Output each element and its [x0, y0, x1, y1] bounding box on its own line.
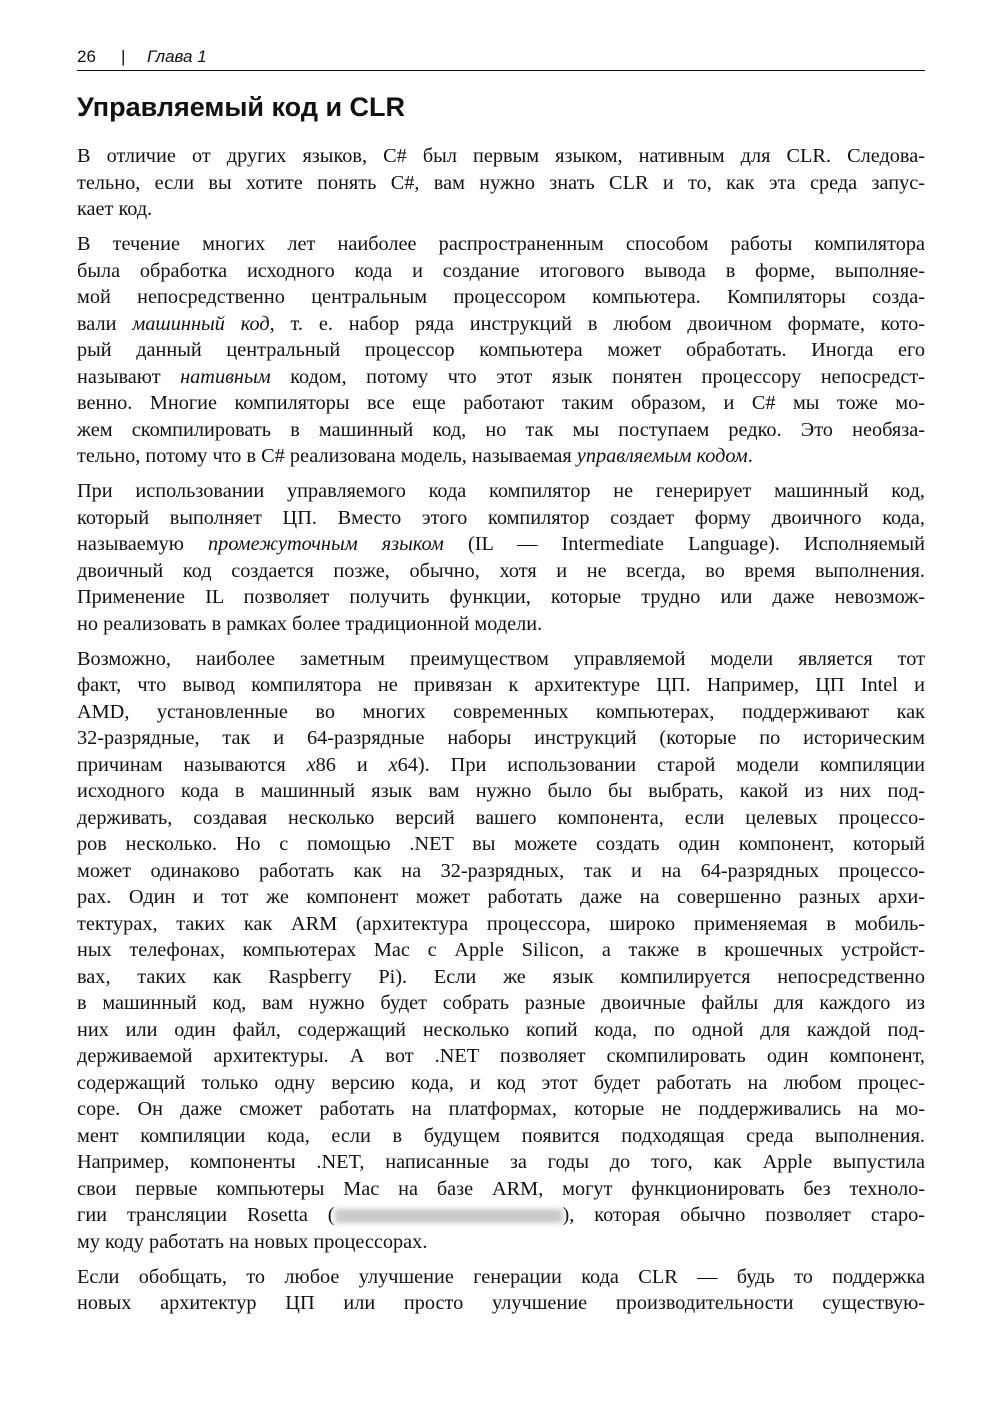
text-segment: новых архитектур ЦП или просто улучшение производительности существую-	[77, 1292, 925, 1314]
text-line	[77, 443, 925, 470]
text-line	[77, 531, 925, 558]
text-line	[77, 611, 925, 638]
text-line	[77, 284, 925, 311]
text-line	[77, 805, 925, 832]
text-segment: вали	[77, 312, 133, 335]
text-segment: вах, таких как Raspberry Pi). Если же язык компилируется непосредственно	[77, 965, 925, 988]
text-segment: соре. Он даже сможет работать на платформах, которые не поддерживались на мо-	[77, 1098, 925, 1120]
text-line	[77, 364, 925, 391]
text-segment: кодом, потому что этот язык понятен процессору непосредст-	[270, 365, 925, 388]
text-line	[77, 231, 925, 258]
chapter-label: Глава 1	[147, 47, 207, 66]
text-line	[77, 964, 925, 991]
text-line	[77, 937, 925, 964]
text-line	[77, 258, 925, 285]
text-line	[77, 1096, 925, 1123]
emphasis-term: x	[306, 753, 316, 776]
text-line	[77, 170, 925, 197]
text-line	[77, 390, 925, 417]
text-segment: ных телефонах, компьютерах Mac с Apple Silicon, а также в крошечных устройст-	[77, 939, 925, 961]
text-segment: них или один файл, содержащий несколько копий кода, по одной для каждой под-	[77, 1018, 925, 1041]
text-line	[77, 1123, 925, 1150]
paragraph	[77, 1264, 925, 1317]
text-line	[77, 337, 925, 364]
text-segment: 32-разрядные, так и 64-разрядные наборы инструкций (которые по историческим	[77, 727, 925, 749]
text-segment: .	[747, 445, 753, 467]
text-segment: называемую	[77, 533, 209, 555]
text-segment: двоичный код создается позже, обычно, хотя и не всегда, во время выполнения.	[77, 559, 925, 582]
text-segment: Например, компоненты .NET, написанные за годы до того, как Apple выпустила	[77, 1151, 925, 1173]
text-segment: была обработка исходного кода и создание итогового вывода в форме, выполняе-	[77, 259, 925, 282]
text-line	[77, 1229, 925, 1256]
text-segment: мент компиляции кода, если в будущем появится подходящая среда выполнения.	[77, 1124, 925, 1147]
text-segment: венно. Многие компиляторы все еще работают таким образом, и C# мы тоже мо-	[77, 392, 925, 414]
text-line	[77, 584, 925, 611]
text-segment: Если обобщать, то любое улучшение генерации кода CLR — будь то поддержка	[77, 1265, 925, 1288]
emphasis-term: x	[388, 753, 398, 776]
emphasis-term: управляемым кодом	[576, 445, 748, 467]
body-text	[77, 143, 925, 1325]
text-segment: в машинный код, вам нужно будет собрать разные двоичные файлы для каждого из	[77, 992, 925, 1014]
text-segment: гии трансляции Rosetta (	[77, 1204, 335, 1226]
text-segment: ров несколько. Но с помощью .NET вы можете создать один компонент, который	[77, 833, 925, 855]
text-segment: 64). При использовании старой модели компиляции	[397, 753, 925, 776]
text-segment: , т. е. набор ряда инструкций в любом двоичном формате, кото-	[269, 312, 925, 335]
page-number: 26	[77, 47, 96, 66]
text-line	[77, 672, 925, 699]
text-segment: Применение IL позволяет получить функции, которые трудно или даже невозмож-	[77, 586, 925, 608]
text-segment: жем скомпилировать в машинный код, но так мы поступаем редко. Это необяза-	[77, 418, 925, 441]
text-line	[77, 505, 925, 532]
text-line	[77, 646, 925, 673]
text-segment: рый данный центральный процессор компьютера может обработать. Иногда его	[77, 339, 925, 361]
text-line	[77, 831, 925, 858]
text-line	[77, 1176, 925, 1203]
text-segment: Возможно, наиболее заметным преимуществом управляемой модели является тот	[77, 647, 925, 670]
section-title: Управляемый код и CLR	[77, 92, 406, 122]
text-line	[77, 699, 925, 726]
text-line	[77, 1017, 925, 1044]
text-segment: тельно, потому что в C# реализована модель, называемая	[77, 445, 577, 467]
text-segment: держиваемой архитектуры. А вот .NET позволяет скомпилировать один компонент,	[77, 1045, 925, 1067]
emphasis-term: машинный код	[132, 312, 270, 335]
paragraph	[77, 231, 925, 470]
text-segment: рах. Один и тот же компонент может работать даже на совершенно разных архи-	[77, 886, 925, 908]
text-segment: му коду работать на новых процессорах.	[77, 1230, 428, 1253]
text-segment: содержащий только одну версию кода, и код этот будет работать на любом процес-	[77, 1071, 925, 1094]
text-line	[77, 1202, 925, 1229]
emphasis-term: нативным	[180, 365, 271, 388]
text-line	[77, 417, 925, 444]
text-line	[77, 558, 925, 585]
text-segment: называют	[77, 365, 181, 388]
emphasis-term: промежуточным языком	[208, 533, 444, 555]
text-segment: но реализовать в рамках более традиционной модели.	[77, 612, 543, 635]
text-line	[77, 143, 925, 170]
text-segment: который выполняет ЦП. Вместо этого компилятор создает форму двоичного кода,	[77, 506, 925, 529]
header-separator: |	[121, 47, 126, 66]
text-segment: мой непосредственно центральным процессором компьютера. Компиляторы созда-	[77, 286, 925, 308]
text-segment: причинам называются	[77, 753, 307, 776]
text-segment: тельно, если вы хотите понять C#, вам нужно знать CLR и то, как эта среда запус-	[77, 171, 925, 194]
text-line	[77, 1070, 925, 1097]
text-segment: 86 и	[315, 753, 389, 776]
text-line	[77, 311, 925, 338]
text-segment: факт, что вывод компилятора не привязан к архитектуре ЦП. Например, ЦП Intel и	[77, 674, 925, 696]
text-segment: В отличие от других языков, C# был первым языком, нативным для CLR. Следова-	[77, 145, 925, 167]
text-segment: AMD, установленные во многих современных компьютерах, поддерживают как	[77, 700, 925, 723]
paragraph	[77, 478, 925, 637]
text-segment: тектурах, таких как ARM (архитектура процессора, широко применяемая в мобиль-	[77, 912, 925, 935]
text-line	[77, 1264, 925, 1291]
text-line	[77, 1290, 925, 1317]
text-line	[77, 725, 925, 752]
running-header	[77, 45, 925, 71]
text-line	[77, 752, 925, 779]
text-line	[77, 196, 925, 223]
text-segment: свои первые компьютеры Mac на базе ARM, могут функционировать без техноло-	[77, 1177, 925, 1200]
text-segment: (IL — Intermediate Language). Исполняемый	[443, 533, 925, 555]
text-line	[77, 1149, 925, 1176]
text-segment: может одинаково работать как на 32-разрядных, так и на 64-разрядных процессо-	[77, 859, 925, 882]
paragraph	[77, 646, 925, 1256]
text-line	[77, 1043, 925, 1070]
text-line	[77, 778, 925, 805]
text-line	[77, 990, 925, 1017]
text-segment: кает код.	[77, 198, 153, 220]
text-line	[77, 478, 925, 505]
text-line	[77, 858, 925, 885]
text-segment: ), которая обычно позволяет старо-	[562, 1204, 925, 1226]
text-segment: При использовании управляемого кода компилятор не генерирует машинный код,	[77, 480, 925, 502]
text-line	[77, 884, 925, 911]
text-line	[77, 911, 925, 938]
text-segment: исходного кода в машинный язык вам нужно было бы выбрать, какой из них под-	[77, 780, 925, 802]
text-segment: держивать, создавая несколько версий вашего компонента, если целевых процессо-	[77, 806, 925, 829]
redacted-link	[335, 1209, 563, 1223]
text-segment: В течение многих лет наиболее распространенным способом работы компилятора	[77, 233, 925, 255]
paragraph	[77, 143, 925, 223]
